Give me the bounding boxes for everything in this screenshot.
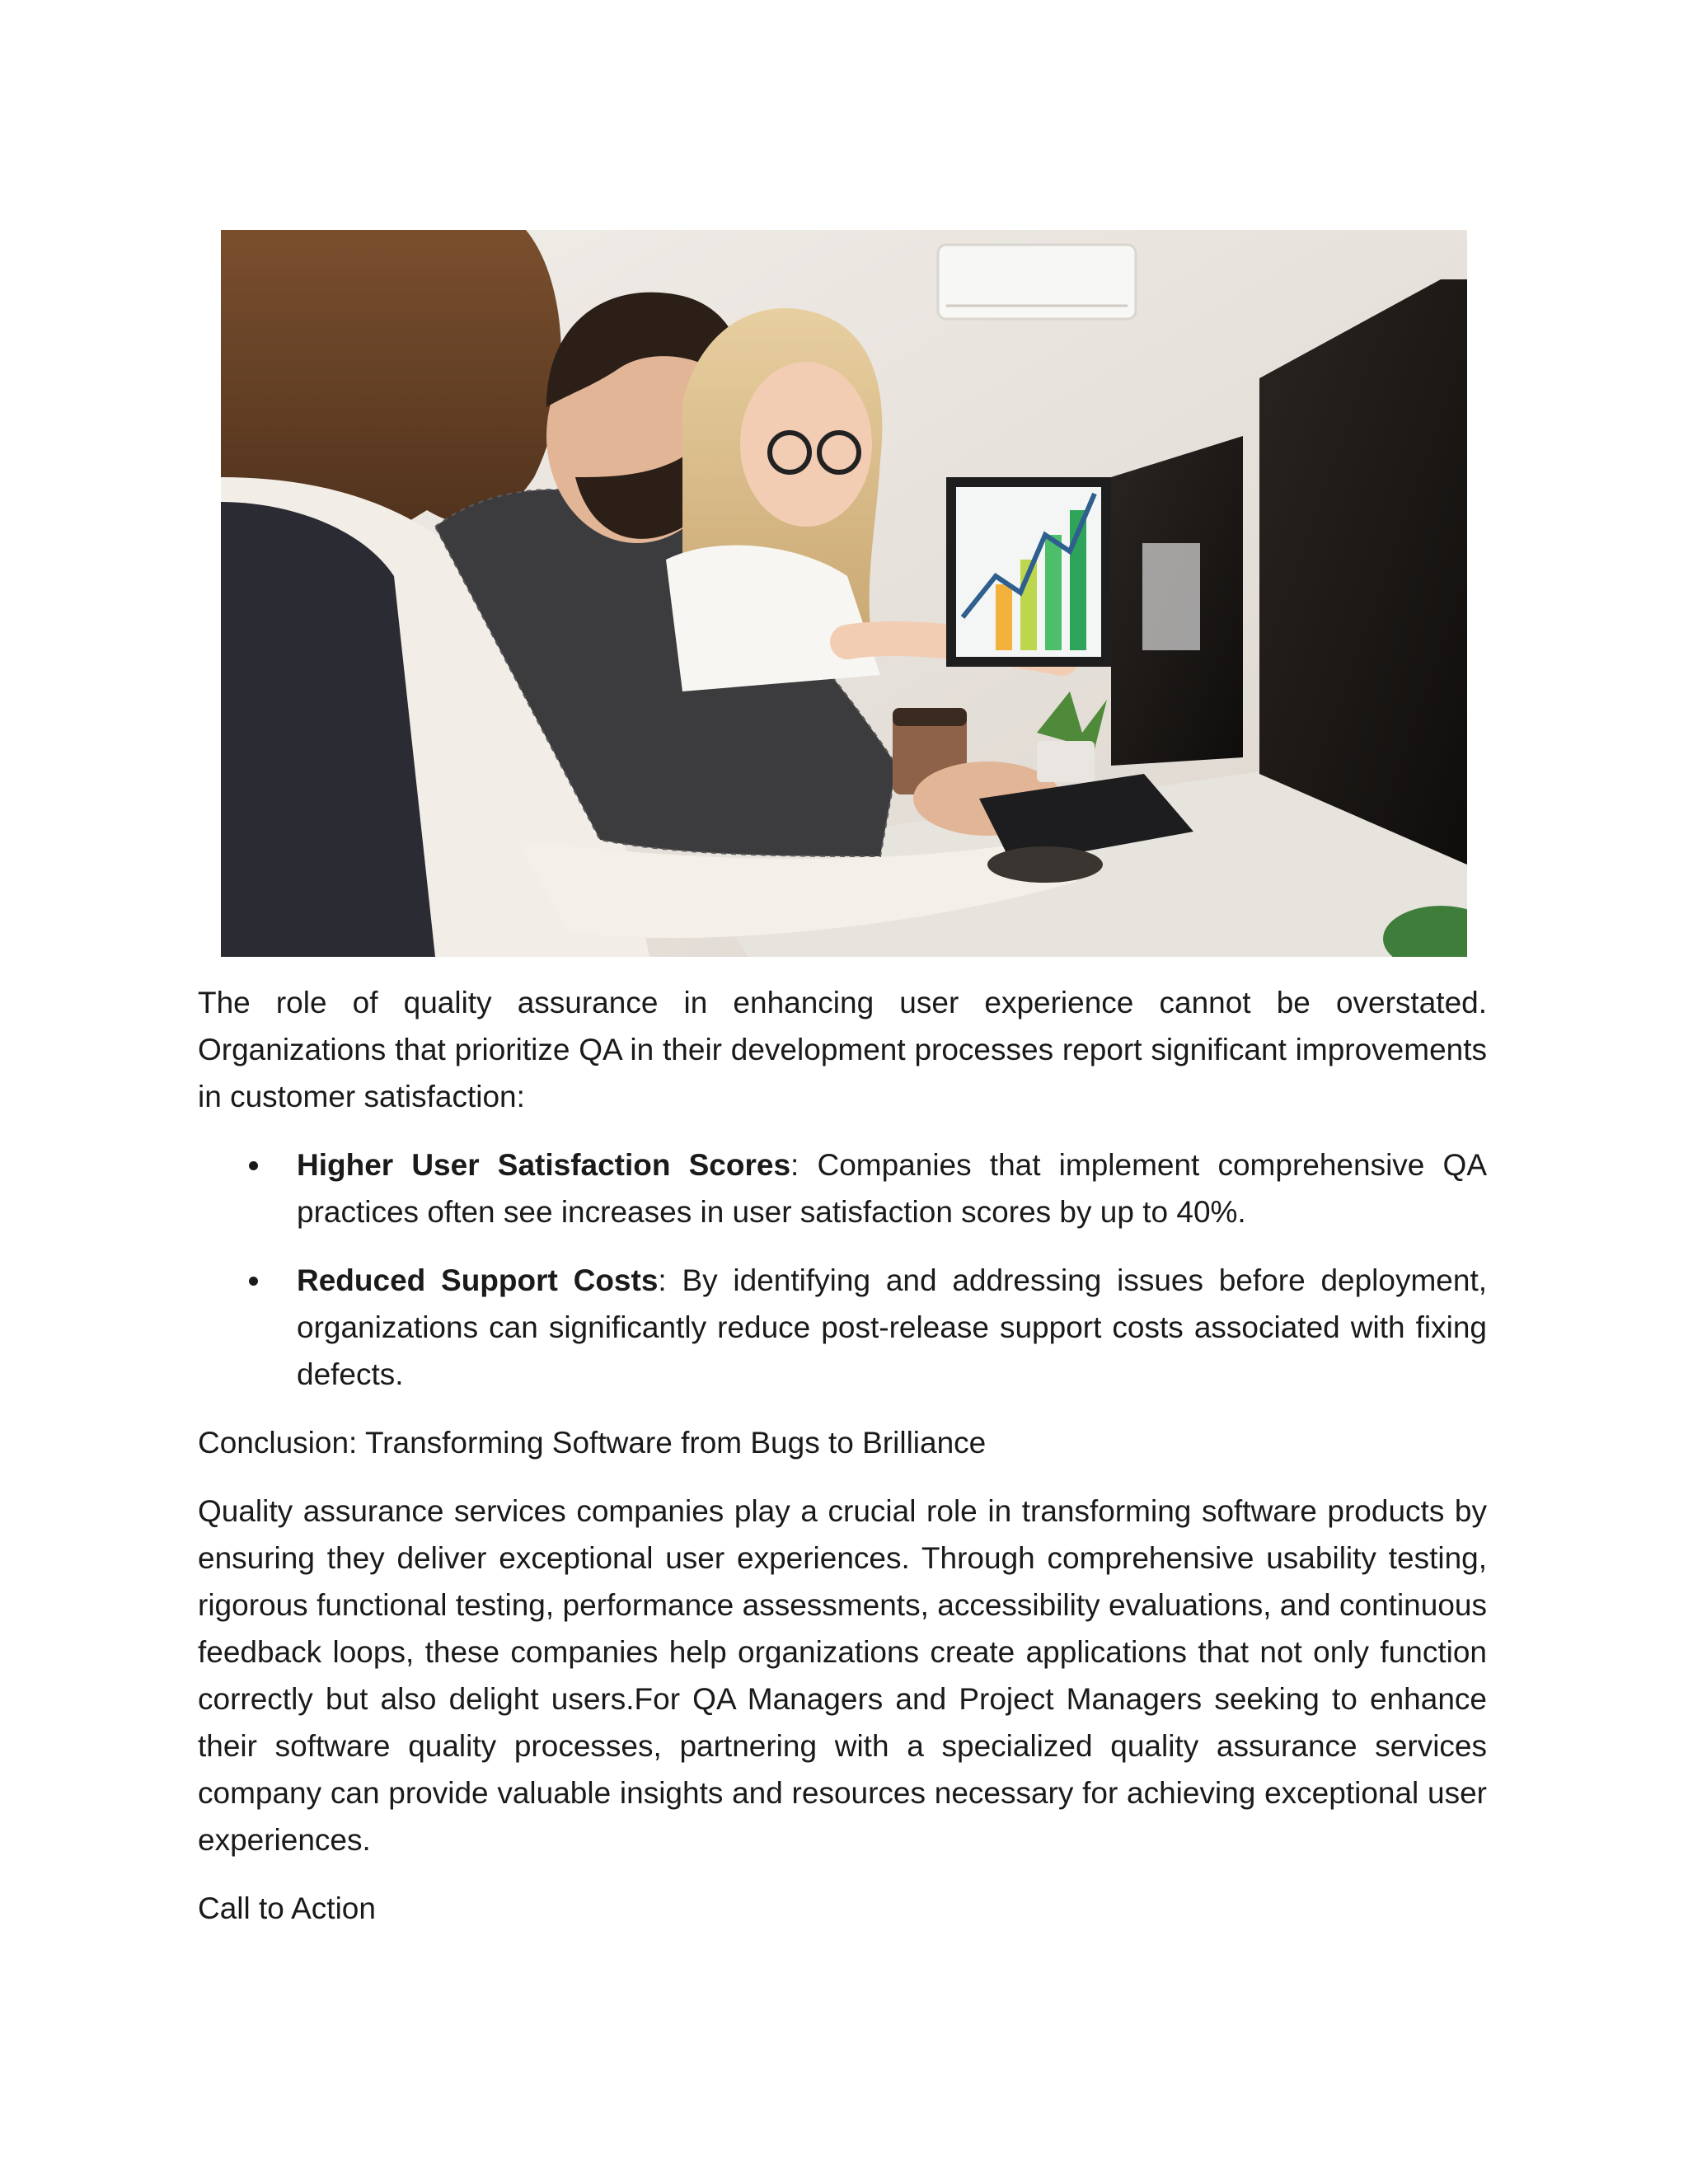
bullet-title: Reduced Support Costs xyxy=(297,1263,659,1297)
bullet-title: Higher User Satisfaction Scores xyxy=(297,1148,791,1182)
conclusion-paragraph: Quality assurance services companies play a crucial role in transforming software products by ensuring they deliver exceptional user experiences. Through comprehensive usability testing, rigorous functional testing, performance assessments, accessibility evaluations, and continuous feedback loops, these companies help organizations create applications that not only function correctly but also delight users.For QA Managers and Project Managers seeking to enhance their software quality processes, partnering with a specialized quality assurance services company can provide valuable insights and resources necessary for achieving exceptional user experiences. xyxy=(198,1494,1487,1857)
bullet-separator: : xyxy=(790,1148,799,1182)
article-body xyxy=(198,979,1487,1932)
benefits-list xyxy=(198,1141,1487,1398)
cta-heading: Call to Action xyxy=(198,1891,376,1925)
list-item xyxy=(198,1141,1487,1235)
photo-illustration xyxy=(221,230,1467,957)
list-item xyxy=(198,1257,1487,1398)
conclusion-heading: Conclusion: Transforming Software from Bugs to Brilliance xyxy=(198,1426,987,1460)
bullet-text: By identifying and addressing issues before deployment, organizations can significantly reduce post-release support costs associated with fixing defects. xyxy=(297,1263,1488,1391)
bullet-separator: : xyxy=(658,1263,667,1297)
intro-paragraph: The role of quality assurance in enhancing user experience cannot be overstated. Organizations that prioritize QA in their development processes report significant improvements in customer satisfaction: xyxy=(198,986,1487,1113)
office-team-photo xyxy=(221,230,1467,957)
bullet-text: Companies that implement comprehensive QA practices often see increases in user satisfaction scores by up to 40%. xyxy=(297,1148,1487,1229)
